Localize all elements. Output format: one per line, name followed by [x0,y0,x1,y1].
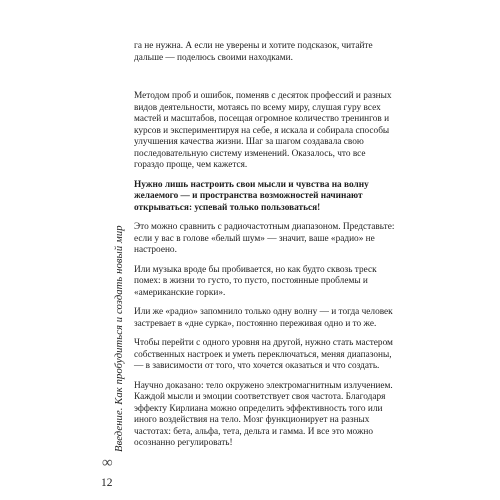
emphasis-paragraph: Нужно лишь настроить свои мысли и чувства на волну желаемого — и пространства возможностей начинают открываться: успевай только пользоваться! [134,179,369,213]
paragraph: Методом проб и ошибок, поменяв с десяток профессий и разных видов деятельности, мотаясь по всему миру, слушая гуру всех мастей и масштабов, посещая огромное количество тренингов и курсов и экспериментируя на себе, я искала и собирала способы улучшения качества жизни. Шаг за шагом создавала свою последовательную систему изменений. Оказалось, что все гораздо проще, чем кажется. [134,91,392,170]
paragraph: Научно доказано: тело окружено электромагнитным излучением. Каждой мысли и эмоции соответствует своя частота. Благодаря эффекту Кирлиана можно определить эффективность того или иного воздействия на тело. Мозг функционирует на разных частотах: бета, альфа, тета, дельта и гамма. И все это можно осознанно регулировать! [134,380,393,448]
paragraph-continuation: га не нужна. А если не уверены и хотите подсказок, читайте дальше — поделюсь своими находками. [134,41,373,63]
paragraph: Или музыка вроде бы пробивается, но как будто сквозь треск помех: в жизни то густо, то пусто, постоянные проблемы и «американские горки». [134,264,377,298]
infinity-ornament-icon: ∞ [102,455,113,471]
running-head: Введение. Как пробудиться и создать новый мир [114,225,125,452]
page-number: 12 [101,477,113,489]
paragraph: Или же «радио» запомнило только одну волну — и тогда человек застревает в «дне сурка», постоянно переживая одно и то же. [134,307,393,329]
paragraph: Это можно сравнить с радиочастотным диапазоном. Представьте: если у вас в голове «белый шум» — значит, ваше «радио» не настроено. [134,222,395,255]
paragraph: Чтобы перейти с одного уровня на другой, нужно стать мастером собственных настроек и уметь переключаться, меняя диапазоны, — в зависимости от того, что хочется оказаться и что создать. [134,338,393,371]
body-text [134,41,396,450]
